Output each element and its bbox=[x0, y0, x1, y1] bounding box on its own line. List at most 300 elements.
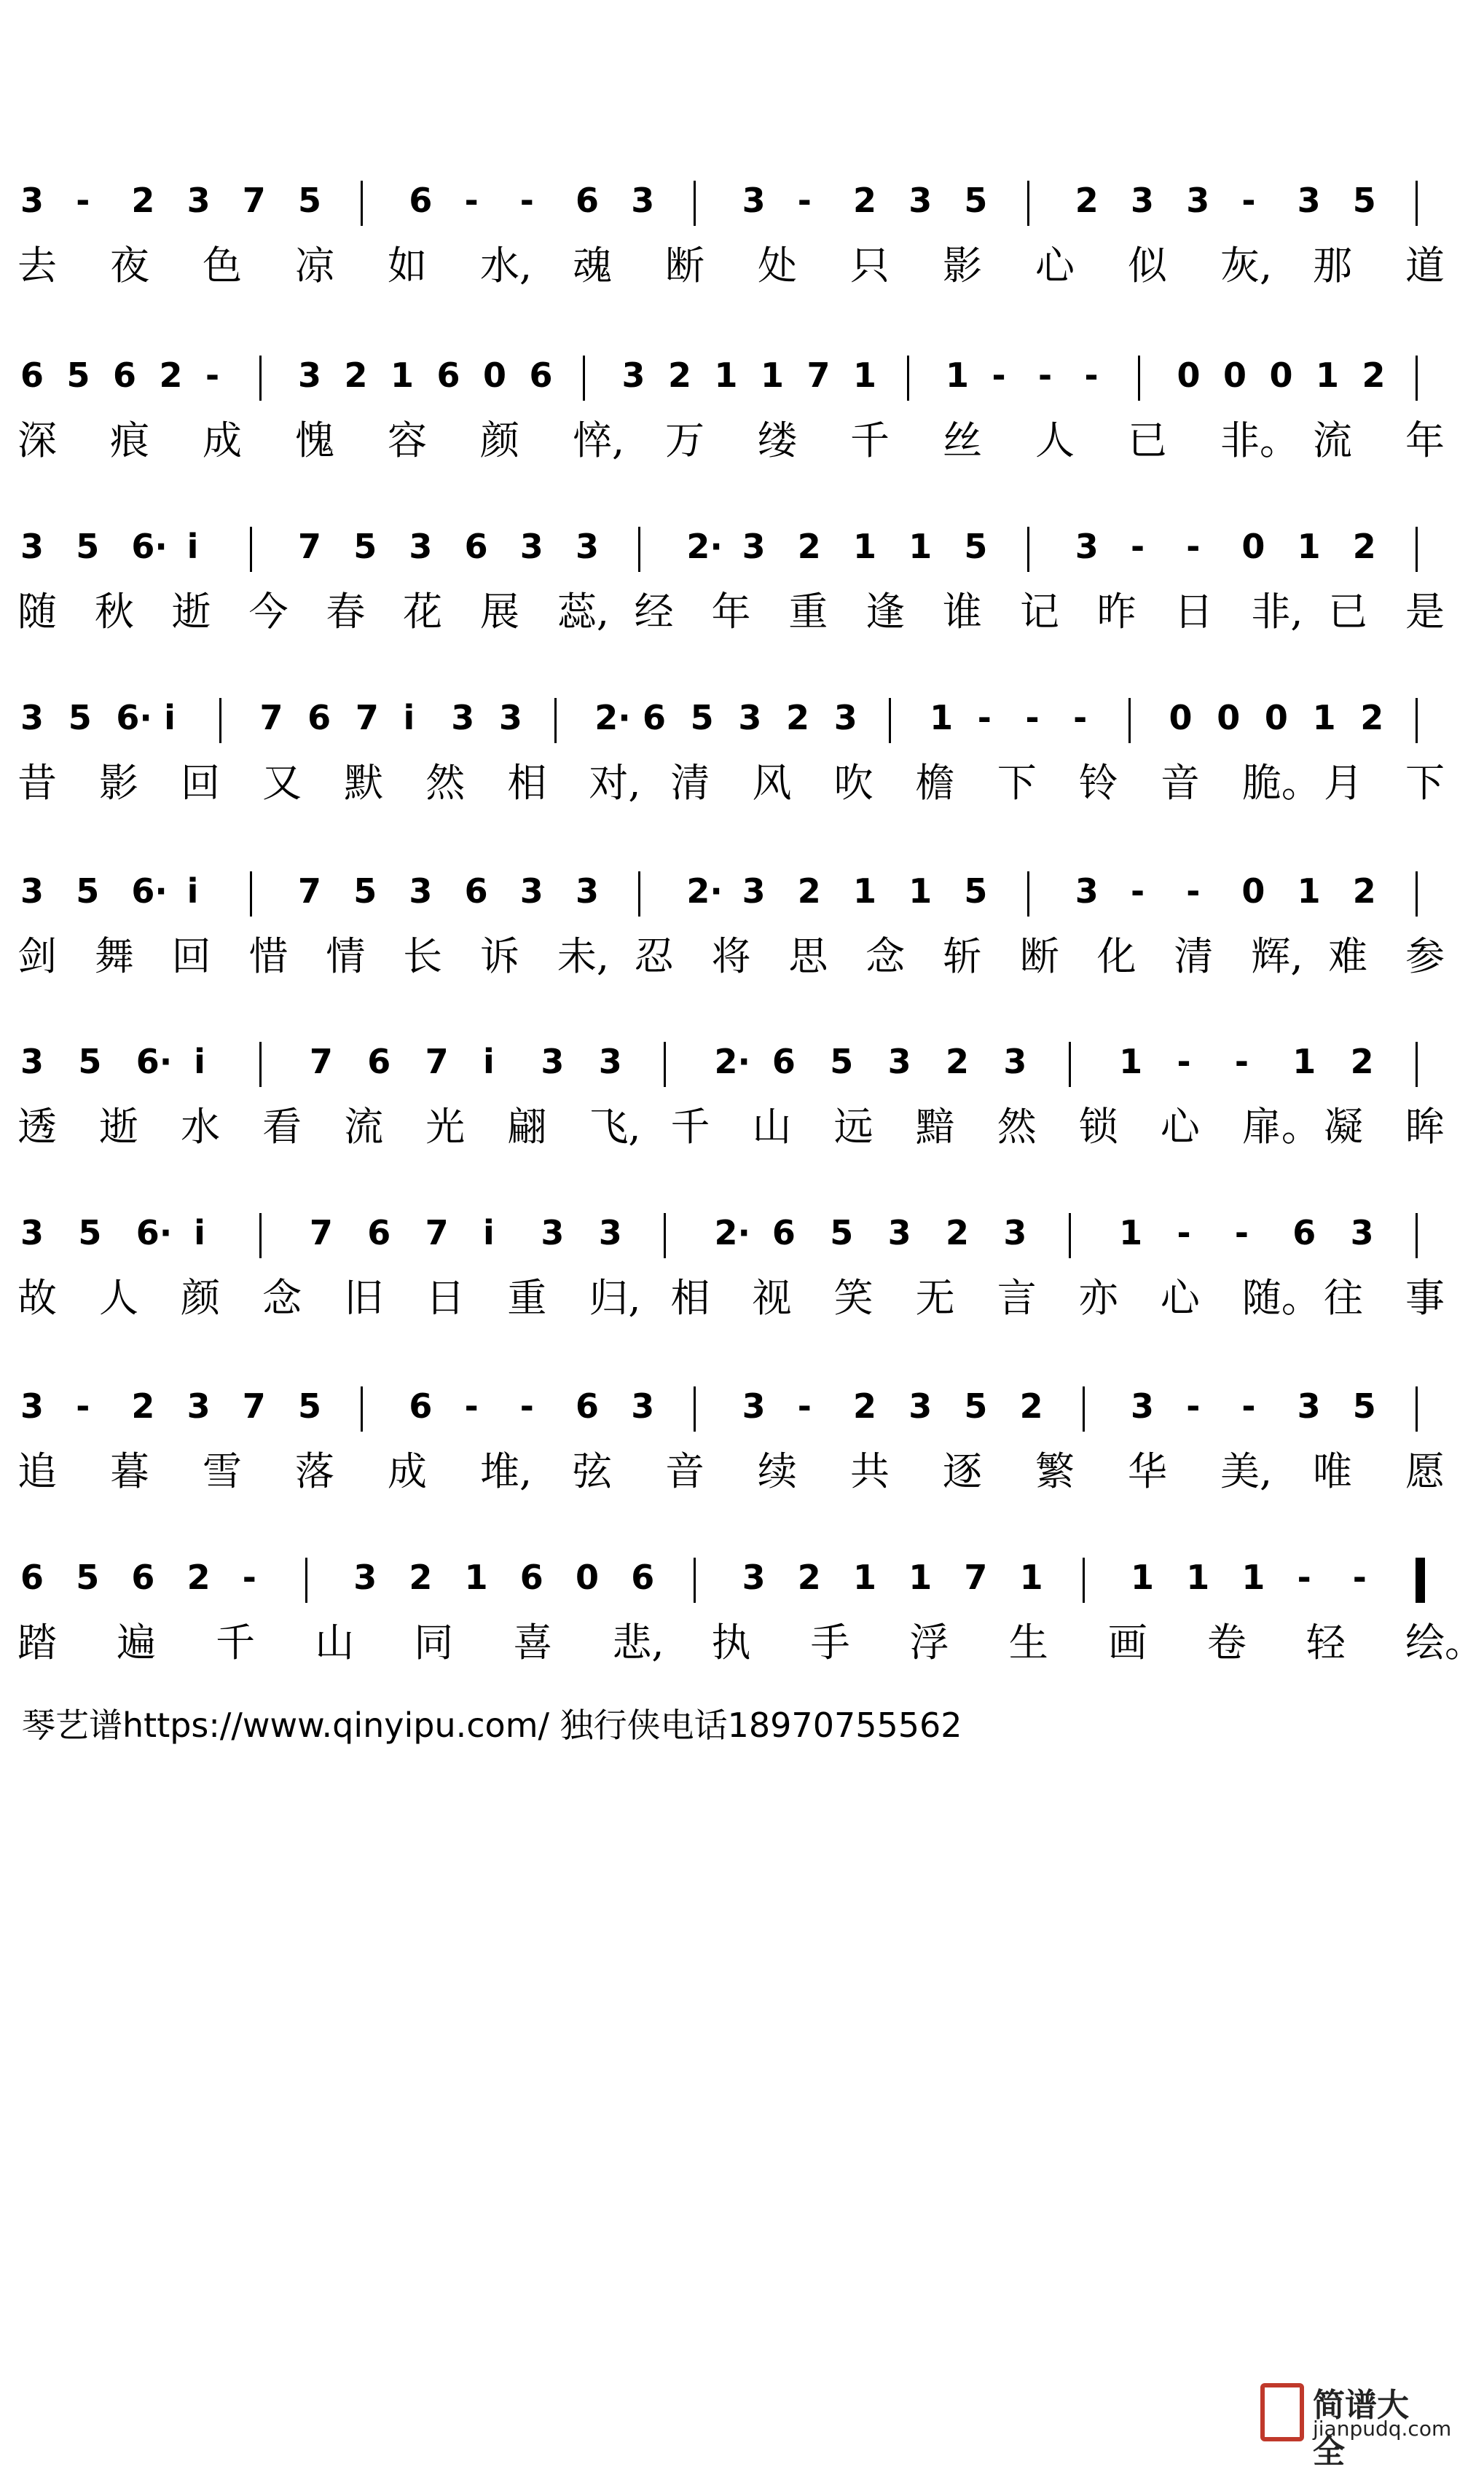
note: - bbox=[464, 181, 479, 220]
lyric-char: 谁 bbox=[943, 589, 982, 635]
barline bbox=[1416, 698, 1418, 743]
note: 7 bbox=[806, 356, 831, 395]
lyric-char: 喜 bbox=[513, 1620, 553, 1665]
lyric-char: 千 bbox=[850, 417, 890, 463]
lyric-char: 非。 bbox=[1220, 417, 1299, 463]
note: 2 bbox=[131, 181, 155, 220]
note: - bbox=[1177, 1213, 1191, 1252]
lyric-char: 辉, bbox=[1251, 933, 1303, 979]
lyric-char: 惜 bbox=[248, 933, 288, 979]
note: 0 bbox=[1264, 698, 1288, 737]
note: 6 bbox=[631, 1558, 655, 1597]
note: 3 bbox=[20, 1213, 44, 1252]
note: 3 bbox=[1297, 181, 1321, 220]
note: 3 bbox=[887, 1042, 911, 1081]
lyric-char: 笑 bbox=[833, 1275, 873, 1321]
note: 1 bbox=[1019, 1558, 1043, 1597]
note: 6· bbox=[131, 527, 168, 566]
note: - bbox=[1131, 527, 1145, 566]
note: 1 bbox=[908, 1558, 933, 1597]
lyric-char: 颜 bbox=[480, 417, 519, 463]
lyric-char: 去 bbox=[17, 243, 57, 289]
lyric-char: 重 bbox=[788, 589, 828, 635]
note: 3 bbox=[621, 356, 645, 395]
lyric-char: 堆, bbox=[480, 1448, 533, 1494]
note: 3 bbox=[20, 1042, 44, 1081]
lyric-char: 飞, bbox=[589, 1104, 641, 1150]
lyric-char: 参 bbox=[1405, 933, 1445, 979]
lyric-char: 悲, bbox=[612, 1620, 664, 1665]
note: - bbox=[1234, 1042, 1249, 1081]
lyric-char: 轻 bbox=[1306, 1620, 1346, 1665]
note: 6 bbox=[20, 1558, 44, 1597]
lyric-char: 风 bbox=[752, 760, 792, 806]
note: 3 bbox=[541, 1213, 565, 1252]
note: 1 bbox=[1292, 1042, 1316, 1081]
note: 3 bbox=[1131, 1386, 1155, 1426]
lyric-char: 断 bbox=[1019, 933, 1059, 979]
note: 1 bbox=[853, 356, 877, 395]
note: 3 bbox=[20, 1386, 44, 1426]
note: 0 bbox=[1217, 698, 1241, 737]
barline bbox=[1027, 181, 1029, 226]
barline bbox=[361, 1386, 363, 1432]
lyric-char: 相 bbox=[507, 760, 547, 806]
note: 1 bbox=[1131, 1558, 1155, 1597]
note: 3 bbox=[187, 181, 211, 220]
note: 1 bbox=[946, 356, 970, 395]
note: i bbox=[194, 1042, 205, 1081]
note: 3 bbox=[887, 1213, 911, 1252]
lyric-char: 旧 bbox=[344, 1275, 384, 1321]
lyric-char: 如 bbox=[388, 243, 427, 289]
lyric-char: 暮 bbox=[110, 1448, 149, 1494]
note: 2 bbox=[668, 356, 692, 395]
note: 1 bbox=[853, 871, 877, 911]
lyric-char: 音 bbox=[1160, 760, 1200, 806]
note: 6 bbox=[772, 1042, 796, 1081]
barline bbox=[1416, 871, 1418, 917]
lyric-char: 锁 bbox=[1078, 1104, 1118, 1150]
lyric-char: 展 bbox=[480, 589, 519, 635]
note: 3 bbox=[20, 698, 44, 737]
note: 5 bbox=[964, 181, 988, 220]
note: - bbox=[797, 1386, 812, 1426]
note: 7 bbox=[309, 1213, 333, 1252]
note: 3 bbox=[742, 181, 766, 220]
note: 3 bbox=[738, 698, 762, 737]
lyric-char: 人 bbox=[99, 1275, 139, 1321]
note: 1 bbox=[1119, 1213, 1143, 1252]
barline bbox=[219, 698, 221, 743]
note: 2 bbox=[1075, 181, 1099, 220]
lyric-char: 秋 bbox=[94, 589, 134, 635]
note: - bbox=[1186, 871, 1201, 911]
note: - bbox=[519, 181, 534, 220]
note: 5 bbox=[78, 1042, 102, 1081]
lyric-char: 同 bbox=[414, 1620, 454, 1665]
lyric-char: 回 bbox=[181, 760, 221, 806]
note: 6 bbox=[576, 1386, 600, 1426]
note: 6 bbox=[642, 698, 666, 737]
note: - bbox=[977, 698, 992, 737]
note: 2 bbox=[853, 181, 877, 220]
note: 2 bbox=[1019, 1386, 1043, 1426]
lyric-char: 影 bbox=[943, 243, 982, 289]
lyric-row bbox=[0, 235, 1444, 293]
lyric-char: 昔 bbox=[17, 760, 57, 806]
note: - bbox=[1297, 1558, 1311, 1597]
lyric-char: 深 bbox=[17, 417, 57, 463]
lyric-row bbox=[0, 1096, 1444, 1154]
note: 2· bbox=[594, 698, 631, 737]
lyric-char: 长 bbox=[403, 933, 443, 979]
note: - bbox=[76, 1386, 90, 1426]
note-row bbox=[0, 1200, 1444, 1266]
lyric-char: 处 bbox=[758, 243, 797, 289]
lyric-char: 吹 bbox=[833, 760, 873, 806]
note: 1 bbox=[1186, 1558, 1210, 1597]
lyric-char: 容 bbox=[388, 417, 427, 463]
note: 6 bbox=[464, 527, 488, 566]
note: 3 bbox=[908, 181, 933, 220]
note: 5 bbox=[298, 181, 322, 220]
lyric-char: 心 bbox=[1035, 243, 1075, 289]
lyric-char: 落 bbox=[295, 1448, 334, 1494]
lyric-char: 成 bbox=[203, 417, 242, 463]
barline bbox=[1027, 527, 1029, 572]
barline bbox=[259, 1042, 262, 1087]
note: i bbox=[483, 1042, 495, 1081]
note: - bbox=[1084, 356, 1099, 395]
lyric-char: 灰, bbox=[1220, 243, 1273, 289]
note: 7 bbox=[259, 698, 283, 737]
barline bbox=[1416, 1042, 1418, 1087]
lyric-row bbox=[0, 1267, 1444, 1325]
lyric-char: 手 bbox=[810, 1620, 850, 1665]
lyric-char: 情 bbox=[326, 933, 366, 979]
lyric-row bbox=[0, 925, 1444, 984]
barline bbox=[1083, 1558, 1085, 1603]
note: - bbox=[1131, 871, 1145, 911]
note: 1 bbox=[1297, 527, 1321, 566]
lyric-char: 凝 bbox=[1323, 1104, 1363, 1150]
lyric-char: 丝 bbox=[943, 417, 982, 463]
lyric-char: 执 bbox=[711, 1620, 751, 1665]
lyric-char: 视 bbox=[752, 1275, 792, 1321]
note: 5 bbox=[353, 527, 377, 566]
note: 0 bbox=[483, 356, 507, 395]
lyric-char: 浮 bbox=[909, 1620, 949, 1665]
note: 5 bbox=[353, 871, 377, 911]
note: 6· bbox=[136, 1213, 173, 1252]
note: 0 bbox=[1169, 698, 1193, 737]
note: 5 bbox=[78, 1213, 102, 1252]
lyric-char: 下 bbox=[997, 760, 1037, 806]
barline bbox=[259, 356, 262, 401]
barline bbox=[259, 1213, 262, 1258]
note: 6· bbox=[131, 871, 168, 911]
barline bbox=[1069, 1213, 1071, 1258]
note: 2· bbox=[686, 871, 723, 911]
note: - bbox=[1025, 698, 1040, 737]
note: 6 bbox=[772, 1213, 796, 1252]
note: 3 bbox=[908, 1386, 933, 1426]
note: 3 bbox=[20, 871, 44, 911]
barline bbox=[554, 698, 557, 743]
lyric-char: 雪 bbox=[203, 1448, 242, 1494]
lyric-char: 弦 bbox=[573, 1448, 612, 1494]
note: 5 bbox=[1352, 1386, 1376, 1426]
lyric-char: 思 bbox=[788, 933, 828, 979]
note: 6 bbox=[367, 1213, 391, 1252]
note: i bbox=[483, 1213, 495, 1252]
barline bbox=[361, 181, 363, 226]
lyric-char: 色 bbox=[203, 243, 242, 289]
note: 2 bbox=[409, 1558, 433, 1597]
note: 7 bbox=[355, 698, 379, 737]
lyric-char: 清 bbox=[670, 760, 710, 806]
lyric-char: 年 bbox=[711, 589, 751, 635]
lyric-char: 透 bbox=[17, 1104, 57, 1150]
barline bbox=[1416, 356, 1418, 401]
note: 3 bbox=[631, 181, 655, 220]
note: 5 bbox=[76, 871, 100, 911]
lyric-char: 清 bbox=[1174, 933, 1214, 979]
lyric-char: 踏 bbox=[17, 1620, 57, 1665]
lyric-char: 唯 bbox=[1313, 1448, 1352, 1494]
lyric-char: 昨 bbox=[1096, 589, 1136, 635]
barline bbox=[1416, 527, 1418, 572]
note: 3 bbox=[353, 1558, 377, 1597]
lyric-char: 只 bbox=[850, 243, 890, 289]
lyric-char: 斩 bbox=[943, 933, 982, 979]
lyric-char: 脆。 bbox=[1241, 760, 1321, 806]
note: 3 bbox=[1075, 871, 1099, 911]
lyric-char: 今 bbox=[248, 589, 288, 635]
lyric-char: 缕 bbox=[758, 417, 797, 463]
note: 2 bbox=[946, 1213, 970, 1252]
lyric-char: 光 bbox=[425, 1104, 466, 1150]
note: 2 bbox=[1352, 527, 1376, 566]
note: 3 bbox=[451, 698, 475, 737]
note: 2 bbox=[159, 356, 183, 395]
lyric-char: 悴, bbox=[573, 417, 625, 463]
lyric-char: 成 bbox=[388, 1448, 427, 1494]
lyric-char: 画 bbox=[1107, 1620, 1147, 1665]
note: 5 bbox=[1352, 181, 1376, 220]
note: 5 bbox=[68, 698, 92, 737]
lyric-char: 山 bbox=[315, 1620, 355, 1665]
lyric-char: 相 bbox=[670, 1275, 710, 1321]
note-row bbox=[0, 342, 1444, 408]
note: 2 bbox=[344, 356, 368, 395]
note: 2 bbox=[797, 871, 821, 911]
lyric-char: 日 bbox=[425, 1275, 466, 1321]
lyric-char: 经 bbox=[634, 589, 674, 635]
lyric-char: 重 bbox=[507, 1275, 547, 1321]
note: 6 bbox=[113, 356, 137, 395]
note: 2· bbox=[686, 527, 723, 566]
lyric-char: 默 bbox=[344, 760, 384, 806]
note: 3 bbox=[631, 1386, 655, 1426]
barline bbox=[305, 1558, 307, 1603]
note: 3 bbox=[20, 527, 44, 566]
note-row bbox=[0, 1029, 1444, 1094]
note: - bbox=[1177, 1042, 1191, 1081]
lyric-char: 流 bbox=[344, 1104, 384, 1150]
note-row bbox=[0, 685, 1444, 750]
note: 2 bbox=[1360, 698, 1384, 737]
note: 2 bbox=[1350, 1042, 1374, 1081]
barline bbox=[889, 698, 891, 743]
lyric-char: 剑 bbox=[17, 933, 57, 979]
note: 3 bbox=[541, 1042, 565, 1081]
note: - bbox=[797, 181, 812, 220]
watermark-title: 简谱大全 bbox=[1313, 2387, 1409, 2471]
note: 7 bbox=[242, 1386, 266, 1426]
lyric-char: 随 bbox=[17, 589, 57, 635]
lyric-char: 回 bbox=[171, 933, 211, 979]
barline bbox=[694, 181, 696, 226]
note: 6 bbox=[409, 1386, 433, 1426]
note: 6 bbox=[20, 356, 44, 395]
note: 6 bbox=[409, 181, 433, 220]
footer-credit: 琴艺谱https://www.qinyipu.com/ 独行侠电话18970755562 bbox=[22, 1706, 962, 1745]
note: 3 bbox=[576, 871, 600, 911]
lyric-char: 生 bbox=[1008, 1620, 1048, 1665]
note: - bbox=[1073, 698, 1088, 737]
note: 0 bbox=[1241, 527, 1265, 566]
lyric-char: 人 bbox=[1035, 417, 1075, 463]
note: 0 bbox=[1241, 871, 1265, 911]
note: 2 bbox=[131, 1386, 155, 1426]
lyric-char: 月 bbox=[1323, 760, 1363, 806]
lyric-char: 翩 bbox=[507, 1104, 547, 1150]
lyric-char: 卷 bbox=[1206, 1620, 1247, 1665]
note: 3 bbox=[20, 181, 44, 220]
note: 3 bbox=[1186, 181, 1210, 220]
note: 1 bbox=[1312, 698, 1336, 737]
lyric-char: 已 bbox=[1328, 589, 1368, 635]
note-row bbox=[0, 514, 1444, 579]
final-barline bbox=[1416, 1558, 1425, 1603]
note: 1 bbox=[390, 356, 415, 395]
note: 2 bbox=[946, 1042, 970, 1081]
note: i bbox=[403, 698, 415, 737]
note: 0 bbox=[1177, 356, 1201, 395]
lyric-char: 道 bbox=[1405, 243, 1445, 289]
note: 5 bbox=[76, 527, 100, 566]
barline bbox=[664, 1213, 666, 1258]
lyric-char: 痕 bbox=[110, 417, 149, 463]
note: 3 bbox=[1075, 527, 1099, 566]
note: - bbox=[464, 1386, 479, 1426]
note: 3 bbox=[409, 527, 433, 566]
barline bbox=[1083, 1386, 1085, 1432]
note: 3 bbox=[598, 1213, 622, 1252]
lyric-char: 舞 bbox=[94, 933, 134, 979]
note: 7 bbox=[298, 871, 322, 911]
note: - bbox=[1186, 527, 1201, 566]
note: i bbox=[194, 1213, 205, 1252]
note: 5 bbox=[690, 698, 714, 737]
note: 2 bbox=[1352, 871, 1376, 911]
note: 1 bbox=[1119, 1042, 1143, 1081]
note: - bbox=[1234, 1213, 1249, 1252]
note: - bbox=[242, 1558, 256, 1597]
barline bbox=[1138, 356, 1140, 401]
lyric-char: 日 bbox=[1174, 589, 1214, 635]
note: 3 bbox=[576, 527, 600, 566]
lyric-char: 无 bbox=[915, 1275, 955, 1321]
watermark-logo bbox=[1260, 2379, 1452, 2471]
note: 0 bbox=[576, 1558, 600, 1597]
note: 3 bbox=[598, 1042, 622, 1081]
lyric-char: 檐 bbox=[915, 760, 955, 806]
barline bbox=[694, 1386, 696, 1432]
lyric-char: 念 bbox=[865, 933, 906, 979]
lyric-char: 心 bbox=[1160, 1275, 1200, 1321]
lyric-char: 已 bbox=[1128, 417, 1167, 463]
note: - bbox=[1352, 1558, 1367, 1597]
lyric-char: 逝 bbox=[171, 589, 211, 635]
note: 6 bbox=[131, 1558, 155, 1597]
note: - bbox=[992, 356, 1006, 395]
barline bbox=[1416, 1386, 1418, 1432]
barline bbox=[1027, 871, 1029, 917]
lyric-row bbox=[0, 409, 1444, 468]
lyric-row bbox=[0, 1612, 1484, 1670]
lyric-char: 难 bbox=[1328, 933, 1368, 979]
lyric-char: 万 bbox=[665, 417, 704, 463]
lyric-char: 愿 bbox=[1405, 1448, 1445, 1494]
lyric-char: 逢 bbox=[865, 589, 906, 635]
lyric-char: 断 bbox=[665, 243, 704, 289]
lyric-char: 凉 bbox=[295, 243, 334, 289]
lyric-char: 记 bbox=[1019, 589, 1059, 635]
logo-mark-icon bbox=[1260, 2383, 1304, 2441]
note: 6 bbox=[464, 871, 488, 911]
note: 3 bbox=[742, 1386, 766, 1426]
lyric-char: 逐 bbox=[943, 1448, 982, 1494]
note: 6 bbox=[367, 1042, 391, 1081]
note: 1 bbox=[714, 356, 738, 395]
note-row bbox=[0, 168, 1444, 233]
lyric-char: 随。 bbox=[1241, 1275, 1321, 1321]
barline bbox=[1128, 698, 1131, 743]
lyric-char: 将 bbox=[711, 933, 751, 979]
note: 5 bbox=[76, 1558, 100, 1597]
note: 3 bbox=[742, 871, 766, 911]
lyric-char: 铃 bbox=[1078, 760, 1118, 806]
barline bbox=[907, 356, 909, 401]
note: 5 bbox=[830, 1042, 854, 1081]
note: 1 bbox=[930, 698, 954, 737]
lyric-char: 黯 bbox=[915, 1104, 955, 1150]
lyric-char: 扉。 bbox=[1241, 1104, 1321, 1150]
note-row bbox=[0, 858, 1444, 924]
note: 5 bbox=[66, 356, 90, 395]
note: 2 bbox=[1362, 356, 1386, 395]
note: 2 bbox=[853, 1386, 877, 1426]
lyric-char: 那 bbox=[1313, 243, 1352, 289]
note: 0 bbox=[1223, 356, 1247, 395]
barline bbox=[638, 871, 640, 917]
lyric-char: 然 bbox=[997, 1104, 1037, 1150]
note: 3 bbox=[742, 1558, 766, 1597]
note: 1 bbox=[464, 1558, 488, 1597]
